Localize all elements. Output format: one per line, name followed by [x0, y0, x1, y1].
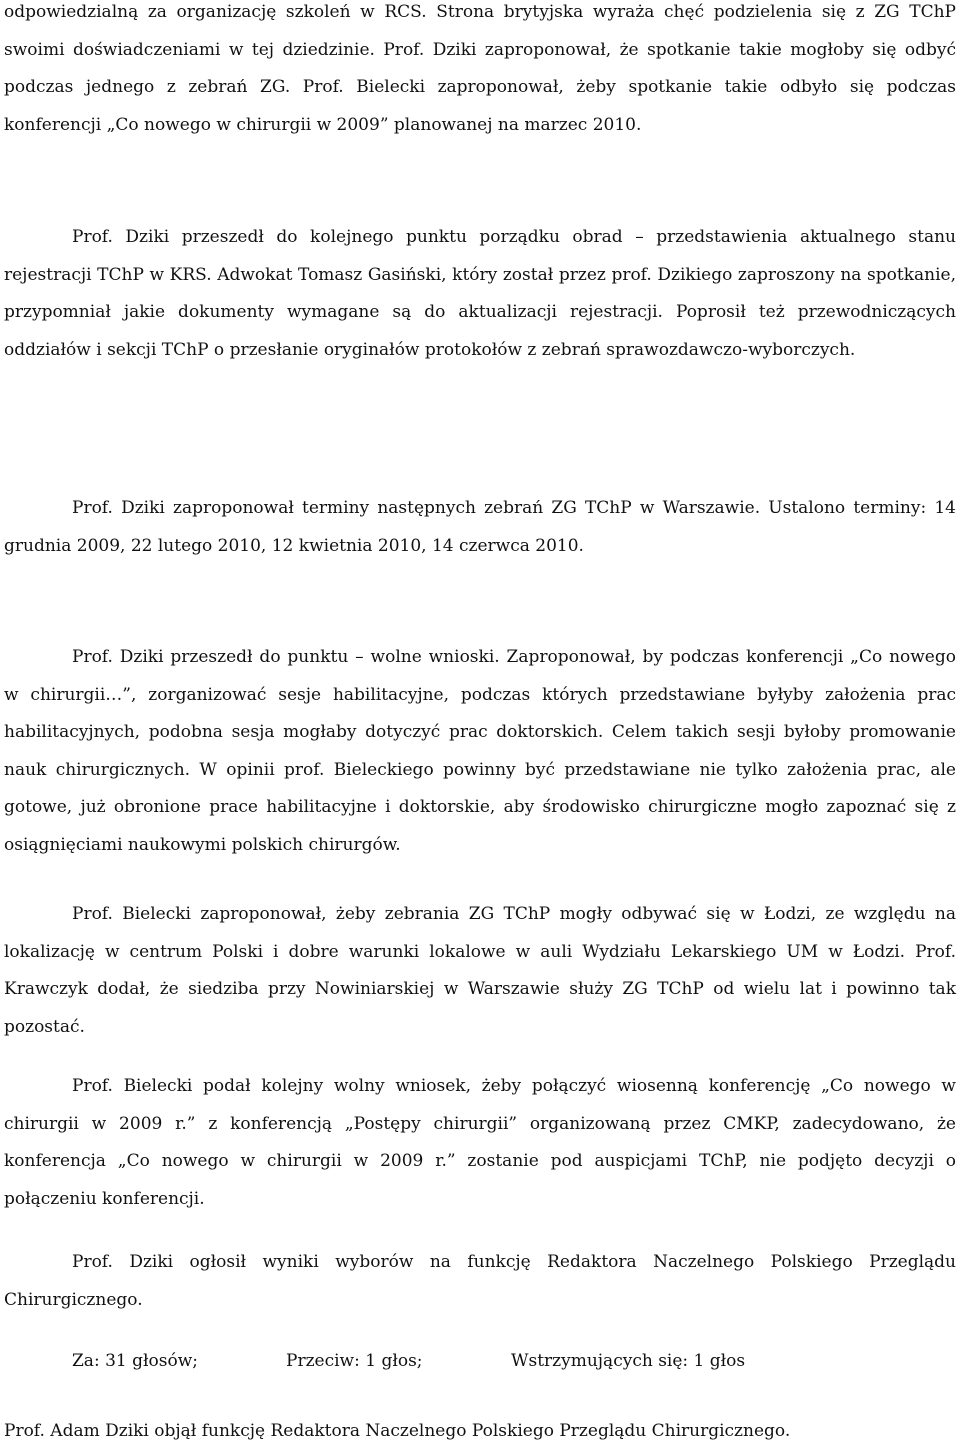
- paragraph-editor-appointment: Prof. Adam Dziki objął funkcję Redaktora Naczelnego Polskiego Przeglądu Chirurgicznego.: [4, 1421, 791, 1441]
- paragraph-training-meeting: odpowiedzialną za organizację szkoleń w RCS. Strona brytyjska wyraża chęć podzielenia się z ZG TChP swoimi doświadczeniami w tej dziedzinie. Prof. Dziki zaproponował, że spotkanie takie mogłoby się odbyć podczas jednego z zebrań ZG. Prof. Bielecki zaproponował, żeby spotkanie takie odbyło się podczas konferencji „Co nowego w chirurgii w 2009” planowanej na marzec 2010.: [4, 2, 956, 135]
- paragraph-meeting-dates: Prof. Dziki zaproponował terminy następnych zebrań ZG TChP w Warszawie. Ustalono terminy: 14 grudnia 2009, 22 lutego 2010, 12 kwietnia 2010, 14 czerwca 2010.: [4, 498, 956, 556]
- votes-for: Za: 31 głosów;: [72, 1351, 198, 1371]
- paragraph-election-results: Prof. Dziki ogłosił wyniki wyborów na funkcję Redaktora Naczelnego Polskiego Przeglądu Chirurgicznego.: [4, 1252, 956, 1310]
- paragraph-free-motions: Prof. Dziki przeszedł do punktu – wolne wnioski. Zaproponował, by podczas konferencji „Co nowego w chirurgii…”, zorganizować sesje habilitacyjne, podczas których przedstawiane byłyby założenia prac habilitacyjnych, podobna sesja mogłaby dotyczyć prac doktorskich. Celem takich sesji byłoby promowanie nauk chirurgicznych. W opinii prof. Bieleckiego powinny być przedstawiane nie tylko założenia prac, ale gotowe, już obronione prace habilitacyjne i doktorskie, aby środowisko chirurgiczne mogło zapoznać się z osiągnięciami naukowymi polskich chirurgów.: [4, 647, 956, 855]
- paragraph-krs-registration: Prof. Dziki przeszedł do kolejnego punktu porządku obrad – przedstawienia aktualnego stanu rejestracji TChP w KRS. Adwokat Tomasz Gasiński, który został przez prof. Dzikiego zaproszony na spotkanie, przypomniał jakie dokumenty wymagane są do aktualizacji rejestracji. Poprosił też przewodniczących oddziałów i sekcji TChP o przesłanie oryginałów protokołów z zebrań sprawozdawczo-wyborczych.: [4, 227, 956, 360]
- votes-abstain: Wstrzymujących się: 1 głos: [511, 1351, 746, 1371]
- paragraph-conference-merge: Prof. Bielecki podał kolejny wolny wniosek, żeby połączyć wiosenną konferencję „Co nowego w chirurgii w 2009 r.” z konferencją „Postępy chirurgii” organizowaną przez CMKP, zadecydowano, że konferencja „Co nowego w chirurgii w 2009 r.” zostanie pod auspicjami TChP, nie podjęto decyzji o połączeniu konferencji.: [4, 1076, 956, 1209]
- vote-results: [72, 1343, 745, 1381]
- paragraph-lodz-meetings: Prof. Bielecki zaproponował, żeby zebrania ZG TChP mogły odbywać się w Łodzi, ze względu na lokalizację w centrum Polski i dobre warunki lokalowe w auli Wydziału Lekarskiego UM w Łodzi. Prof. Krawczyk dodał, że siedziba przy Nowiniarskiej w Warszawie służy ZG TChP od wielu lat i powinno tak pozostać.: [4, 904, 956, 1037]
- votes-against: Przeciw: 1 głos;: [286, 1351, 423, 1371]
